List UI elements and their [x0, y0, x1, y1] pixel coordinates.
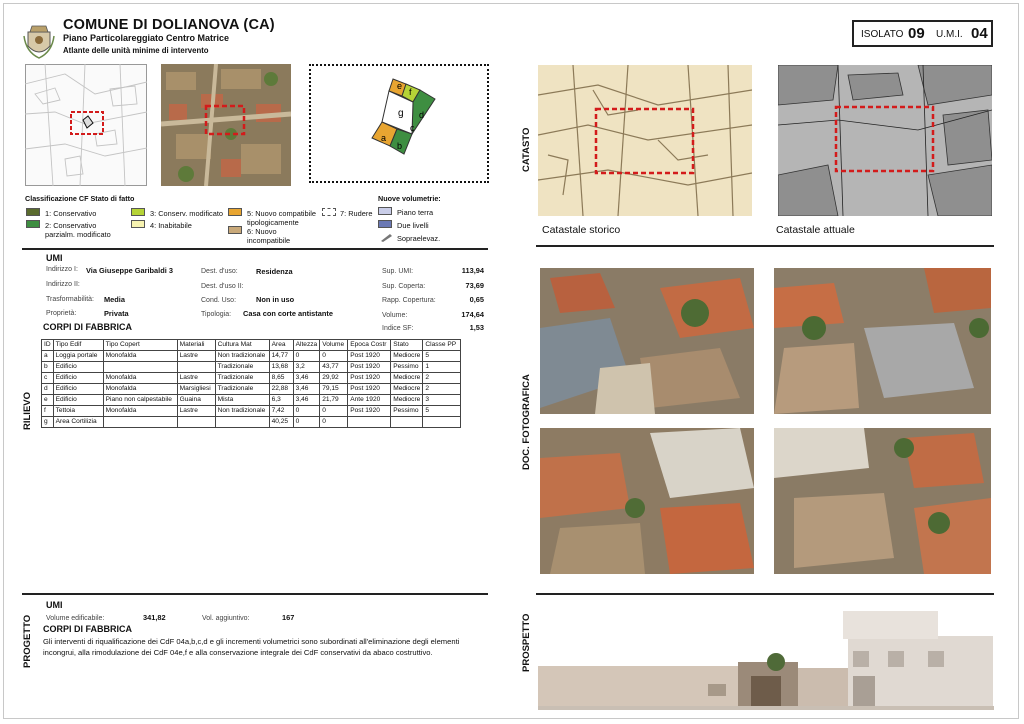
legend-swatch-2: [26, 220, 40, 228]
corpi-cell: Edificio: [53, 384, 103, 395]
corpi-cell: a: [42, 351, 54, 362]
corpi-header-cell: Materiali: [177, 340, 215, 351]
corpi-cell: 21,79: [320, 395, 348, 406]
pencil-icon: [379, 233, 393, 242]
corpi-cell: [348, 417, 391, 428]
corpi-cell: 14,77: [269, 351, 293, 362]
corpi-header-cell: ID: [42, 340, 54, 351]
section-progetto: PROGETTO: [22, 614, 33, 668]
corpi-cell: 7,42: [269, 406, 293, 417]
corpi-cell: Monofalda: [103, 384, 177, 395]
corpi-table-row: [42, 417, 461, 428]
corpi-table: [41, 339, 461, 428]
corpi-cell: [103, 362, 177, 373]
corpi-cell: Non tradizionale: [215, 406, 269, 417]
legend-swatch-7: [322, 208, 336, 216]
corpi-cell: [177, 362, 215, 373]
corpi-cell: Ante 1920: [348, 395, 391, 406]
legend-title: Classificazione CF Stato di fatto: [25, 194, 135, 203]
corpi-cell: [423, 417, 461, 428]
corpi-cell: g: [42, 417, 54, 428]
legend-swatch-4: [131, 220, 145, 228]
section-doc-fotografica: DOC. FOTOGRAFICA: [521, 374, 532, 470]
section-catasto: CATASTO: [521, 127, 532, 172]
corpi-cell: 0: [320, 406, 348, 417]
corpi-table-header: [42, 340, 461, 351]
corpi-cell: d: [42, 384, 54, 395]
corpi-cell: Post 1920: [348, 373, 391, 384]
corpi-cell: Piano non calpestabile: [103, 395, 177, 406]
corpi-cell: Pessimo: [391, 406, 423, 417]
corpi-cell: Tradizionale: [215, 362, 269, 373]
corpi-cell: 2: [423, 384, 461, 395]
corpi-cell: Loggia portale: [53, 351, 103, 362]
corpi-cell: Edificio: [53, 373, 103, 384]
corpi-cell: Mediocre: [391, 373, 423, 384]
corpi-cell: 5: [423, 351, 461, 362]
corpi-cell: Monofalda: [103, 406, 177, 417]
catastale-attuale-caption: Catastale attuale: [776, 224, 855, 236]
corpi-table-row: [42, 373, 461, 384]
divider-prospetto: [536, 593, 994, 595]
locator-map: [25, 64, 147, 186]
legend-swatch-6: [228, 226, 242, 234]
corpi-cell: 79,15: [320, 384, 348, 395]
corpi-cell: 0: [320, 417, 348, 428]
umi-trasformabilita: Media: [104, 295, 125, 304]
lot-letter-a: a: [381, 133, 387, 143]
corpi-cell: 1: [423, 362, 461, 373]
section-rilievo: RILIEVO: [22, 391, 33, 430]
corpi-header-cell: Altezza: [293, 340, 320, 351]
legend-swatch-due-livelli: [378, 220, 392, 228]
corpi-cell: 13,68: [269, 362, 293, 373]
corpi-table-row: [42, 406, 461, 417]
corpi-table-row: [42, 395, 461, 406]
atlas-title: Atlante delle unità minime di intervento: [63, 46, 209, 55]
corpi-cell: 29,92: [320, 373, 348, 384]
legend-swatch-piano-terra: [378, 207, 392, 215]
corpi-header-cell: Cultura Mat: [215, 340, 269, 351]
corpi-header-cell: Tipo Edif: [53, 340, 103, 351]
corpi-cell: Post 1920: [348, 384, 391, 395]
catastale-attuale-map: [778, 65, 992, 216]
umi-proprieta: Privata: [104, 309, 129, 318]
lot-letter-b: b: [397, 141, 403, 151]
corpi-cell: Guaina: [177, 395, 215, 406]
isolato-box: ISOLATO 09 U.M.I. 04: [852, 20, 993, 47]
section-prospetto: PROSPETTO: [521, 613, 532, 672]
progetto-corpi-title: CORPI DI FABBRICA: [43, 624, 133, 634]
corpi-cell: Mediocre: [391, 351, 423, 362]
page-title: COMUNE DI DOLIANOVA (CA): [63, 17, 275, 33]
page-subtitle: Piano Particolareggiato Centro Matrice: [63, 33, 230, 43]
catastale-storico-caption: Catastale storico: [542, 224, 621, 236]
catastale-storico-map: [538, 65, 752, 216]
corpi-cell: 0: [293, 406, 320, 417]
aerial-photo-3: [540, 428, 754, 574]
corpi-cell: e: [42, 395, 54, 406]
corpi-cell: Mediocre: [391, 384, 423, 395]
corpi-cell: Monofalda: [103, 373, 177, 384]
corpi-header-cell: Volume: [320, 340, 348, 351]
corpi-cell: Monofalda: [103, 351, 177, 362]
umi-rapp-copertura: 0,65: [469, 295, 484, 304]
corpi-cell: 8,65: [269, 373, 293, 384]
corpi-cell: 43,77: [320, 362, 348, 373]
coat-of-arms-icon: [22, 22, 56, 60]
corpi-header-cell: Epoca Costr: [348, 340, 391, 351]
divider-legend: [22, 248, 488, 250]
corpi-cell: f: [42, 406, 54, 417]
corpi-cell: [103, 417, 177, 428]
legend-swatch-3: [131, 208, 145, 216]
corpi-cell: 0: [293, 351, 320, 362]
corpi-cell: Tradizionale: [215, 384, 269, 395]
lot-letter-f: f: [409, 87, 412, 97]
corpi-cell: Edificio: [53, 395, 103, 406]
corpi-header-cell: Tipo Copert: [103, 340, 177, 351]
umi-cond-uso: Non in uso: [256, 295, 295, 304]
corpi-cell: 0: [320, 351, 348, 362]
corpi-cell: b: [42, 362, 54, 373]
corpi-cell: c: [42, 373, 54, 384]
corpi-cell: Mediocre: [391, 395, 423, 406]
umi-dest-uso: Residenza: [256, 267, 293, 276]
corpi-cell: 3,46: [293, 395, 320, 406]
corpi-cell: Area Cortilizia: [53, 417, 103, 428]
corpi-cell: [177, 417, 215, 428]
corpi-cell: [215, 417, 269, 428]
corpi-cell: Lastre: [177, 351, 215, 362]
umi-indice-sf: 1,53: [469, 323, 484, 332]
corpi-header-cell: Stato: [391, 340, 423, 351]
corpi-cell: Lastre: [177, 406, 215, 417]
umi-indirizzo: Via Giuseppe Garibaldi 3: [86, 266, 173, 275]
lot-letter-d: d: [419, 110, 425, 120]
lot-letter-c: c: [410, 123, 415, 133]
aerial-map: [161, 64, 291, 186]
progetto-text: Gli interventi di riqualificazione dei CdF 04a,b,c,d e gli incrementi volumetrici sono subordinati all'eliminazione degli elementi incongrui, alla rimodulazione dei CdF 04e,f e alla conservazione integrale dei CdF conservativi da abaco costruttivo.: [43, 637, 460, 657]
corpi-cell: Mista: [215, 395, 269, 406]
corpi-header-cell: Classe PP: [423, 340, 461, 351]
corpi-cell: 6,3: [269, 395, 293, 406]
corpi-cell: Tettoia: [53, 406, 103, 417]
corpi-cell: 3,46: [293, 384, 320, 395]
divider-catasto: [536, 245, 994, 247]
corpi-header-cell: Area: [269, 340, 293, 351]
corpi-cell: 40,25: [269, 417, 293, 428]
umi-number: 04: [971, 25, 988, 42]
corpi-table-row: [42, 362, 461, 373]
divider-progetto: [22, 593, 488, 595]
corpi-table-row: [42, 384, 461, 395]
corpi-cell: 0: [293, 417, 320, 428]
corpi-cell: Post 1920: [348, 406, 391, 417]
aerial-photo-4: [774, 428, 991, 574]
lot-letter-g: g: [398, 108, 404, 119]
corpi-cell: 5: [423, 406, 461, 417]
lot-letter-e: e: [397, 81, 403, 91]
corpi-cell: [391, 417, 423, 428]
corpi-cell: 3,46: [293, 373, 320, 384]
corpi-title: CORPI DI FABBRICA: [43, 322, 133, 332]
corpi-cell: Non tradizionale: [215, 351, 269, 362]
corpi-cell: 3,2: [293, 362, 320, 373]
corpi-cell: 22,88: [269, 384, 293, 395]
corpi-cell: Marsigliesi: [177, 384, 215, 395]
corpi-cell: 3: [423, 395, 461, 406]
corpi-cell: Edificio: [53, 362, 103, 373]
umi-volume: 174,64: [461, 310, 484, 319]
aerial-photo-2: [774, 268, 991, 414]
lot-plan: [350, 74, 450, 174]
umi-sup-umi: 113,94: [461, 266, 484, 275]
aerial-photo-1: [540, 268, 754, 414]
progetto-volume-edificabile: 341,82: [143, 613, 166, 622]
corpi-table-row: [42, 351, 461, 362]
corpi-cell: Tradizionale: [215, 373, 269, 384]
legend-swatch-5: [228, 208, 242, 216]
corpi-cell: Lastre: [177, 373, 215, 384]
umi-title: UMI: [46, 253, 63, 263]
progetto-umi-title: UMI: [46, 600, 63, 610]
umi-sup-coperta: 73,69: [465, 281, 484, 290]
umi-tipologia: Casa con corte antistante: [243, 309, 333, 318]
prospetto-elevation: [538, 606, 994, 710]
corpi-cell: 2: [423, 373, 461, 384]
corpi-cell: Post 1920: [348, 362, 391, 373]
corpi-cell: Post 1920: [348, 351, 391, 362]
corpi-cell: Pessimo: [391, 362, 423, 373]
legend-swatch-1: [26, 208, 40, 216]
isolato-number: 09: [908, 25, 925, 42]
progetto-volume-aggiuntivo: 167: [282, 613, 295, 622]
